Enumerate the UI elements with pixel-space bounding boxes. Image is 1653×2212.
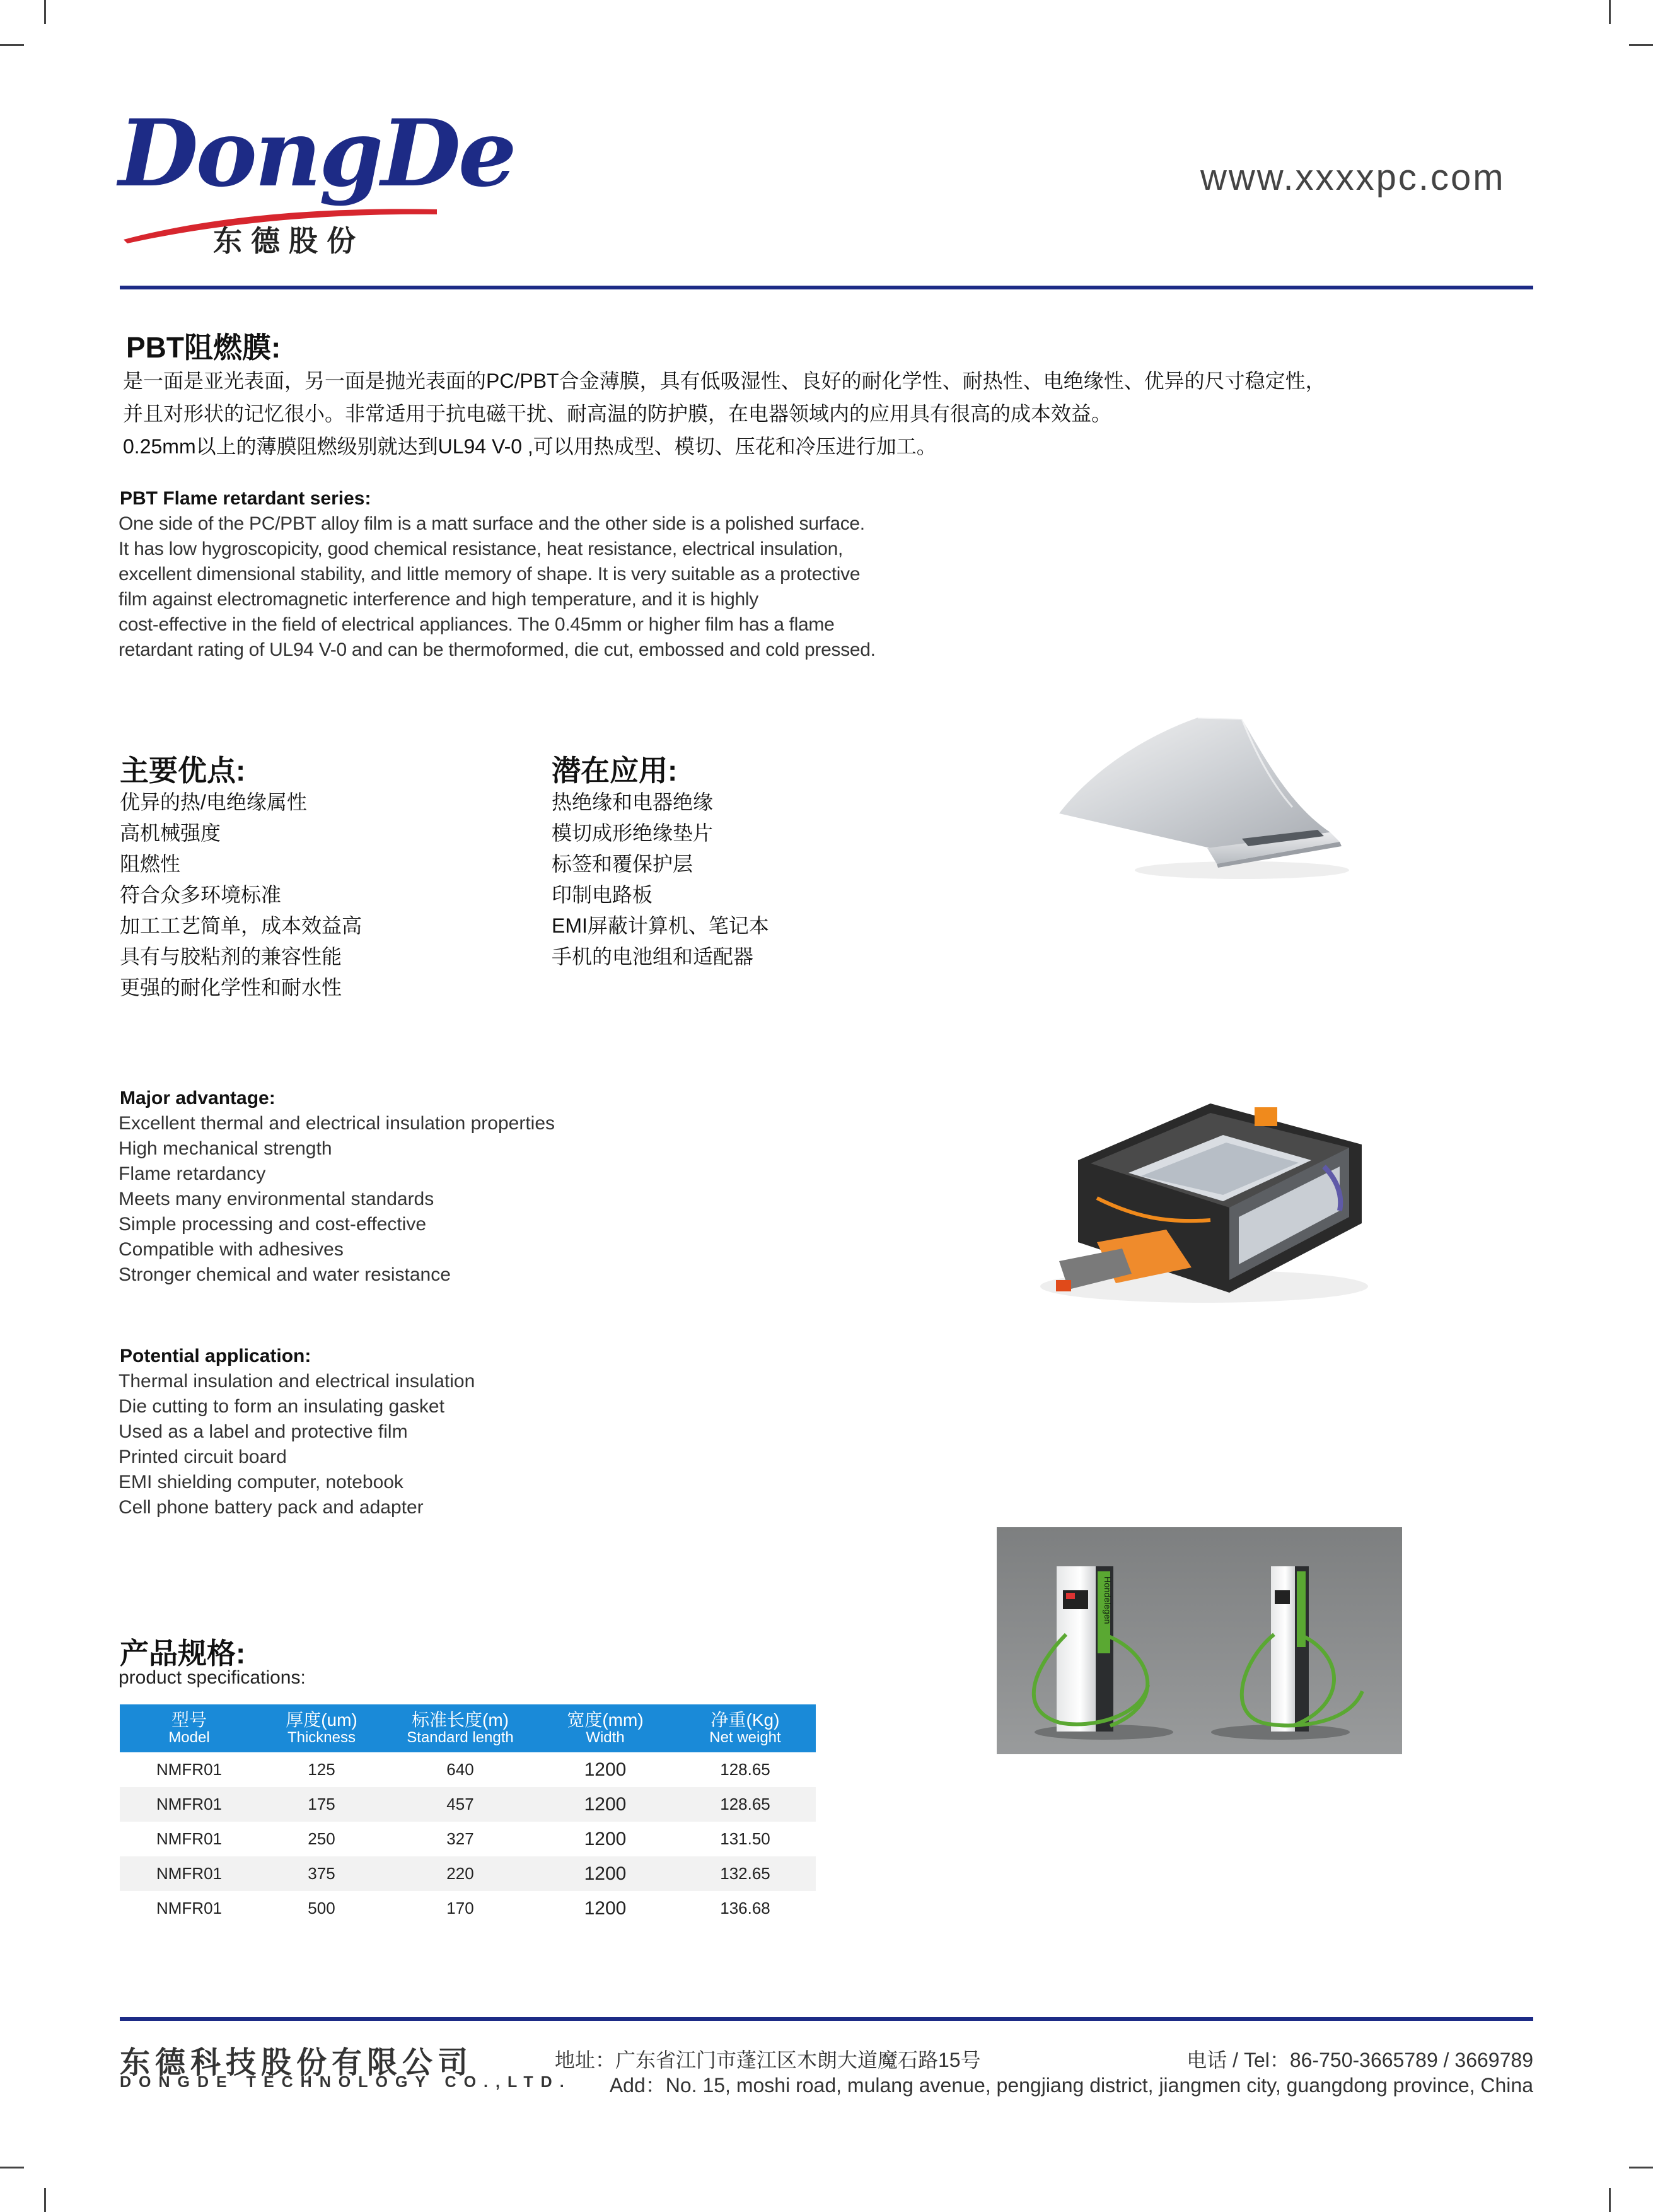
table-header-row [120, 1704, 816, 1752]
list-item: Stronger chemical and water resistance [119, 1264, 451, 1285]
intro-line-en: cost-effective in the field of electrical appliances. The 0.45mm or higher film has a flame [119, 614, 835, 635]
list-item: Used as a label and protective film [119, 1421, 408, 1442]
table-cell: 131.50 [720, 1829, 770, 1848]
list-item: Compatible with adhesives [119, 1239, 344, 1260]
list-item: Printed circuit board [119, 1447, 287, 1467]
intro-paragraph-en [119, 511, 1127, 663]
ev-charger-image [997, 1527, 1402, 1754]
footer-company-name-en: DONGDE TECHNOLOGY CO.,LTD. [120, 2073, 572, 2091]
table-cell: 500 [308, 1899, 335, 1918]
column-header: 厚度(um) Thickness [258, 1704, 385, 1752]
list-item: 印制电路板 [552, 883, 653, 906]
table-cell: 136.68 [720, 1899, 770, 1918]
table-cell: NMFR01 [156, 1760, 222, 1779]
intro-line-en: film against electromagnetic interference and high temperature, and it is highly [119, 589, 758, 610]
list-item: Die cutting to form an insulating gasket [119, 1396, 444, 1417]
crop-mark [1609, 0, 1611, 24]
list-item: 加工工艺简单，成本效益高 [120, 914, 362, 937]
logo-chinese-name: 东德股份 [213, 224, 364, 258]
laptop-image [1053, 713, 1349, 883]
list-item: Flame retardancy [119, 1163, 266, 1184]
table-cell: 128.65 [675, 1787, 816, 1822]
table-cell: 128.65 [720, 1760, 770, 1779]
crop-mark [0, 2167, 24, 2168]
crop-mark [1629, 44, 1653, 46]
table-cell: 640 [446, 1760, 474, 1779]
product-title-en: PBT Flame retardant series: [120, 488, 371, 509]
table-row [120, 1856, 816, 1891]
list-item: EMI shielding computer, notebook [119, 1472, 403, 1493]
charger-brand-label: Hondelegen [1103, 1576, 1113, 1624]
list-item: 热绝缘和电器绝缘 [552, 791, 714, 813]
column-header: 型号 Model [120, 1704, 258, 1752]
header-divider [120, 286, 1533, 289]
table-row [120, 1787, 816, 1822]
table-cell: 327 [446, 1829, 474, 1848]
table-cell: NMFR01 [156, 1829, 222, 1848]
footer-address-cn: 地址：广东省江门市蓬江区木朗大道魔石路15号 [555, 2049, 981, 2071]
applications-list-cn [552, 787, 769, 972]
list-item: 高机械强度 [120, 822, 221, 844]
column-header: 标准长度(m) Standard length [385, 1704, 536, 1752]
product-title-cn: PBT阻燃膜: [126, 331, 281, 364]
column-header: 净重(Kg) Net weight [675, 1704, 816, 1752]
table-cell: 250 [308, 1829, 335, 1848]
applications-title-en: Potential application: [120, 1346, 311, 1366]
specs-title-cn: 产品规格: [120, 1637, 246, 1670]
footer-company-name-cn: 东德科技股份有限公司 [120, 2046, 473, 2080]
intro-line-en: excellent dimensional stability, and little memory of shape. It is very suitable as a protective [119, 564, 861, 585]
intro-line-en: It has low hygroscopicity, good chemical resistance, heat resistance, electrical insulation, [119, 538, 844, 559]
battery-pack-image [1021, 1085, 1381, 1312]
intro-line-cn: 并且对形状的记忆很小。非常适用于抗电磁干扰、耐高温的防护膜，在电器领域内的应用具有很高的成本效益。 [123, 402, 1112, 425]
list-item: 手机的电池组和适配器 [552, 945, 754, 968]
applications-title-cn: 潜在应用: [552, 754, 678, 787]
crop-mark [1609, 2188, 1611, 2212]
column-header: 宽度(mm) Width [536, 1704, 675, 1752]
intro-line-cn: 是一面是亚光表面，另一面是抛光表面的PC/PBT合金薄膜，具有低吸湿性、良好的耐化学性、耐热性、电绝缘性、优异的尺寸稳定性， [123, 370, 1326, 392]
footer-phone: 电话 / Tel：86-750-3665789 / 3669789 [1186, 2049, 1533, 2071]
table-cell: NMFR01 [120, 1856, 258, 1891]
table-cell: 1200 [584, 1759, 627, 1780]
applications-list-en [119, 1369, 475, 1520]
table-cell: 125 [308, 1760, 335, 1779]
table-cell: 1200 [536, 1787, 675, 1822]
list-item: EMI屏蔽计算机、笔记本 [552, 914, 769, 937]
list-item: Meets many environmental standards [119, 1189, 434, 1209]
list-item: 具有与胶粘剂的兼容性能 [120, 945, 342, 968]
crop-mark [44, 2188, 46, 2212]
table-cell: NMFR01 [156, 1899, 222, 1918]
website-url[interactable]: www.xxxxpc.com [1200, 157, 1505, 198]
crop-mark [1629, 2167, 1653, 2168]
list-item: Simple processing and cost-effective [119, 1214, 427, 1235]
table-cell: 220 [385, 1856, 536, 1891]
list-item: Cell phone battery pack and adapter [119, 1497, 424, 1518]
list-item: 阻燃性 [120, 853, 181, 875]
table-cell: 375 [258, 1856, 385, 1891]
table-row [120, 1752, 816, 1787]
list-item: Thermal insulation and electrical insulation [119, 1371, 475, 1392]
table-cell: 175 [258, 1787, 385, 1822]
table-cell: 1200 [584, 1897, 627, 1919]
table-cell: 457 [385, 1787, 536, 1822]
table-cell: 170 [446, 1899, 474, 1918]
list-item: 优异的热/电绝缘属性 [120, 791, 307, 813]
crop-mark [44, 0, 46, 24]
advantages-list-en [119, 1111, 555, 1288]
company-logo [119, 100, 514, 258]
table-row [120, 1822, 816, 1856]
advantages-title-cn: 主要优点: [120, 754, 246, 787]
list-item: Excellent thermal and electrical insulation properties [119, 1113, 555, 1134]
intro-line-en: retardant rating of UL94 V-0 and can be thermoformed, die cut, embossed and cold pressed. [119, 639, 876, 660]
table-cell: 132.65 [675, 1856, 816, 1891]
specs-table [120, 1704, 816, 1926]
table-cell: 1200 [536, 1856, 675, 1891]
intro-line-en: One side of the PC/PBT alloy film is a matt surface and the other side is a polished surface. [119, 513, 865, 534]
list-item: 符合众多环境标准 [120, 883, 282, 906]
list-item: 模切成形绝缘垫片 [552, 822, 714, 844]
list-item: 标签和覆保护层 [552, 853, 693, 875]
footer-divider [120, 2017, 1533, 2021]
table-cell: NMFR01 [120, 1787, 258, 1822]
specs-title-en: product specifications: [119, 1667, 306, 1688]
table-row [120, 1891, 816, 1926]
table-cell: 1200 [584, 1828, 627, 1849]
advantages-list-cn [120, 787, 362, 1003]
intro-line-cn: 0.25mm以上的薄膜阻燃级别就达到UL94 V-0 ,可以用热成型、模切、压花和冷压进行加工。 [123, 435, 937, 458]
list-item: High mechanical strength [119, 1138, 332, 1159]
footer-address-en: Add：No. 15, moshi road, mulang avenue, pengjiang district, jiangmen city, guangdong province, China [609, 2074, 1533, 2097]
logo-wordmark: DongDe [119, 100, 514, 207]
advantages-title-en: Major advantage: [120, 1088, 276, 1109]
intro-paragraph-cn [123, 364, 1573, 463]
crop-mark [0, 44, 24, 46]
list-item: 更强的耐化学性和耐水性 [120, 976, 342, 999]
